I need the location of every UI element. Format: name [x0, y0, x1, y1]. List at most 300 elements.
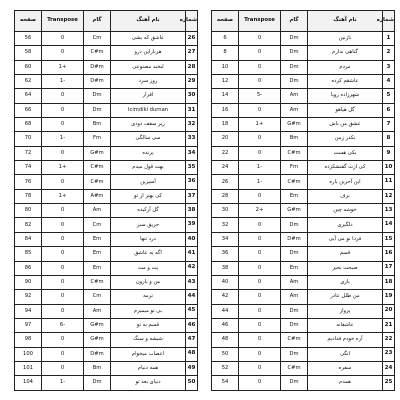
- song-transpose: 0: [239, 32, 281, 46]
- song-key: C#m: [84, 275, 111, 289]
- song-transpose: 0: [42, 290, 84, 304]
- song-name: پرواز: [308, 304, 383, 318]
- song-index: 19: [383, 290, 395, 304]
- song-page: 104: [15, 376, 42, 390]
- song-name: درد تنها: [111, 232, 186, 246]
- table-row: [15, 60, 198, 74]
- song-name: روز سرد: [111, 75, 186, 89]
- song-transpose: 0: [42, 304, 84, 318]
- song-name: گل آرکیده: [111, 204, 186, 218]
- table-row: [212, 32, 395, 46]
- song-index: 43: [186, 275, 198, 289]
- song-name: اگه یه عاشق: [111, 247, 186, 261]
- header-key: گام: [281, 11, 308, 32]
- song-name: عاشقم کرده: [308, 75, 383, 89]
- song-transpose: 0: [42, 361, 84, 375]
- table-row: [212, 204, 395, 218]
- song-name: قسم به تو: [111, 318, 186, 332]
- header-key: گام: [84, 11, 111, 32]
- song-name: انگی: [308, 347, 383, 361]
- song-key: Dm: [281, 218, 308, 232]
- song-page: 24: [212, 161, 239, 175]
- song-key: Dm: [84, 103, 111, 117]
- song-index: 38: [186, 204, 198, 218]
- table-row: [15, 361, 198, 375]
- song-page: 38: [212, 261, 239, 275]
- song-index: 25: [383, 376, 395, 390]
- song-name: پرنده: [111, 146, 186, 160]
- table-row: [212, 232, 395, 246]
- song-key: Am: [281, 275, 308, 289]
- song-key: D#m: [84, 60, 111, 74]
- song-page: 28: [212, 189, 239, 203]
- song-transpose: 0: [42, 103, 84, 117]
- song-page: 20: [212, 132, 239, 146]
- table-row: [15, 232, 198, 246]
- song-index: 1: [383, 32, 395, 46]
- song-key: Fm: [84, 132, 111, 146]
- song-key: Bm: [281, 132, 308, 146]
- song-index: 45: [186, 304, 198, 318]
- song-index: 28: [186, 60, 198, 74]
- table-row: [15, 347, 198, 361]
- song-key: Am: [281, 89, 308, 103]
- song-key: Dm: [281, 60, 308, 74]
- song-transpose: -1: [42, 75, 84, 89]
- song-page: 90: [15, 275, 42, 289]
- song-transpose: 0: [239, 275, 281, 289]
- song-index: 13: [383, 204, 395, 218]
- song-key: C#m: [84, 175, 111, 189]
- song-page: 70: [15, 132, 42, 146]
- song-index: 4: [383, 75, 395, 89]
- song-name: اعصاب میخوام: [111, 347, 186, 361]
- table-row: [15, 204, 198, 218]
- song-name: زیر سقف دودی: [111, 118, 186, 132]
- song-key: D#m: [281, 232, 308, 246]
- song-page: 26: [212, 175, 239, 189]
- song-index: 29: [186, 75, 198, 89]
- song-key: Dm: [281, 32, 308, 46]
- song-index: 11: [383, 175, 395, 189]
- song-key: G#m: [281, 204, 308, 218]
- song-transpose: 0: [42, 218, 84, 232]
- table-row: [212, 361, 395, 375]
- song-transpose: +1: [42, 60, 84, 74]
- table-row: [15, 247, 198, 261]
- song-index: 44: [186, 290, 198, 304]
- song-index: 26: [186, 32, 198, 46]
- song-index: 35: [186, 161, 198, 175]
- song-page: 46: [212, 318, 239, 332]
- song-name: من طلل عادر: [308, 290, 383, 304]
- song-page: 12: [212, 75, 239, 89]
- header-page: صفحه: [15, 11, 42, 32]
- song-transpose: 0: [42, 175, 84, 189]
- song-name: کی بهتر از تو: [111, 189, 186, 203]
- song-key: Em: [84, 261, 111, 275]
- song-key: C#m: [281, 333, 308, 347]
- song-key: Fm: [281, 161, 308, 175]
- song-transpose: -1: [239, 175, 281, 189]
- song-index: 15: [383, 232, 395, 246]
- song-name: صبحت بخیر: [308, 261, 383, 275]
- song-transpose: +1: [42, 161, 84, 175]
- song-name: سفره: [308, 361, 383, 375]
- song-name: لبخند مصنوعی: [111, 60, 186, 74]
- song-transpose: 0: [42, 347, 84, 361]
- song-key: Cm: [84, 32, 111, 46]
- song-page: 100: [15, 347, 42, 361]
- table-row: [15, 118, 198, 132]
- song-index-table-left: [14, 10, 198, 391]
- table-row: [15, 290, 198, 304]
- song-key: Em: [281, 261, 308, 275]
- song-index: 34: [186, 146, 198, 160]
- song-page: 94: [15, 304, 42, 318]
- table-row: [15, 89, 198, 103]
- song-index-table-right: [211, 10, 395, 391]
- song-key: G#m: [281, 118, 308, 132]
- table-row: [212, 304, 395, 318]
- song-index: 33: [186, 132, 198, 146]
- header-transpose: Transpose: [239, 11, 281, 32]
- table-row: [212, 75, 395, 89]
- header-song-name: نام آهنگ: [308, 11, 383, 32]
- song-transpose: +1: [239, 118, 281, 132]
- song-transpose: -1: [239, 161, 281, 175]
- song-transpose: 0: [239, 146, 281, 160]
- song-transpose: 0: [239, 290, 281, 304]
- song-name: دلگیری: [308, 218, 383, 232]
- table-row: [15, 304, 198, 318]
- table-row: [15, 161, 198, 175]
- song-transpose: 0: [239, 261, 281, 275]
- song-index: 40: [186, 232, 198, 246]
- table-row: [212, 290, 395, 304]
- song-page: 16: [212, 103, 239, 117]
- song-key: D#m: [84, 347, 111, 361]
- song-name: حریق سبز: [111, 218, 186, 232]
- song-key: G#m: [84, 146, 111, 160]
- song-key: Cm: [84, 290, 111, 304]
- song-page: 62: [15, 75, 42, 89]
- song-page: 36: [212, 247, 239, 261]
- song-page: 48: [212, 333, 239, 347]
- song-index: 39: [186, 218, 198, 232]
- song-transpose: 0: [42, 204, 84, 218]
- table-body-right: [212, 32, 395, 391]
- song-page: 30: [212, 204, 239, 218]
- song-name: شهرزاده رویا: [308, 89, 383, 103]
- song-name: کی ازت گفتشکرده: [308, 161, 383, 175]
- song-name: Icimdiki durnan: [111, 103, 186, 117]
- song-index: 5: [383, 89, 395, 103]
- song-index: 36: [186, 175, 198, 189]
- song-index: 2: [383, 46, 395, 60]
- header-index: شماره: [383, 11, 395, 32]
- table-row: [212, 161, 395, 175]
- song-name: بازی: [308, 275, 383, 289]
- song-name: ترمه: [111, 290, 186, 304]
- song-key: G#m: [84, 318, 111, 332]
- song-transpose: 0: [239, 247, 281, 261]
- song-index: 10: [383, 161, 395, 175]
- song-index: 6: [383, 103, 395, 117]
- song-transpose: 0: [42, 46, 84, 60]
- song-name: عاشقانه: [308, 318, 383, 332]
- table-row: [212, 146, 395, 160]
- song-page: 8: [212, 46, 239, 60]
- song-page: 34: [212, 232, 239, 246]
- header-index: شماره: [186, 11, 198, 32]
- song-transpose: 0: [42, 275, 84, 289]
- song-index: 30: [186, 89, 198, 103]
- song-page: 101: [15, 361, 42, 375]
- song-name: عشق من باش: [308, 118, 383, 132]
- table-row: [212, 132, 395, 146]
- table-row: [212, 89, 395, 103]
- song-index: 27: [186, 46, 198, 60]
- song-key: Dm: [281, 304, 308, 318]
- song-key: C#m: [84, 161, 111, 175]
- song-key: Em: [84, 232, 111, 246]
- song-name: هرباراین درو: [111, 46, 186, 60]
- song-page: 68: [15, 118, 42, 132]
- song-name: گناهی ندارم: [308, 46, 383, 60]
- song-transpose: 0: [239, 333, 281, 347]
- song-transpose: 0: [239, 376, 281, 390]
- song-index: 50: [186, 376, 198, 390]
- song-index: 37: [186, 189, 198, 203]
- song-transpose: 0: [42, 118, 84, 132]
- song-transpose: 0: [239, 132, 281, 146]
- song-index: 23: [383, 347, 395, 361]
- table-header-row: [212, 11, 395, 32]
- song-key: G#m: [84, 333, 111, 347]
- song-page: 14: [212, 89, 239, 103]
- song-page: 60: [15, 60, 42, 74]
- header-song-name: نام آهنگ: [111, 11, 186, 32]
- song-page: 66: [15, 103, 42, 117]
- song-key: Dm: [281, 46, 308, 60]
- song-page: 92: [15, 290, 42, 304]
- song-page: 86: [15, 261, 42, 275]
- song-key: Am: [84, 304, 111, 318]
- song-name: بی تو میمیرم: [111, 304, 186, 318]
- table-row: [212, 347, 395, 361]
- song-transpose: -6: [42, 318, 84, 332]
- table-row: [15, 175, 198, 189]
- song-page: 80: [15, 204, 42, 218]
- song-transpose: 0: [239, 103, 281, 117]
- song-index: 18: [383, 275, 395, 289]
- song-key: Am: [84, 204, 111, 218]
- song-index: 16: [383, 247, 395, 261]
- song-transpose: 0: [239, 232, 281, 246]
- song-page: 64: [15, 89, 42, 103]
- song-transpose: 0: [42, 146, 84, 160]
- table-row: [15, 318, 198, 332]
- song-name: اقرار: [111, 89, 186, 103]
- song-transpose: -5: [239, 89, 281, 103]
- table-row: [212, 318, 395, 332]
- song-transpose: 0: [42, 247, 84, 261]
- song-key: Cm: [84, 218, 111, 232]
- song-transpose: 0: [42, 89, 84, 103]
- song-index: 22: [383, 333, 395, 347]
- song-transpose: 0: [239, 60, 281, 74]
- header-page: صفحه: [212, 11, 239, 32]
- table-row: [15, 46, 198, 60]
- song-key: Dm: [84, 89, 111, 103]
- song-key: Dm: [84, 376, 111, 390]
- song-key: Dm: [281, 75, 308, 89]
- song-transpose: +1: [42, 189, 84, 203]
- song-key: Em: [84, 247, 111, 261]
- song-transpose: -1: [42, 132, 84, 146]
- song-name: همه دنیام: [111, 361, 186, 375]
- song-page: 22: [212, 146, 239, 160]
- table-row: [15, 146, 198, 160]
- song-name: نازنین: [308, 32, 383, 46]
- table-row: [15, 218, 198, 232]
- song-name: دنیای بعد تو: [111, 376, 186, 390]
- song-index: 46: [186, 318, 198, 332]
- table-row: [212, 46, 395, 60]
- song-index: 47: [186, 333, 198, 347]
- song-key: Bm: [84, 361, 111, 375]
- table-row: [212, 376, 395, 390]
- song-index: 41: [186, 247, 198, 261]
- table-row: [212, 175, 395, 189]
- table-row: [15, 189, 198, 203]
- song-name: پت و مت: [111, 261, 186, 275]
- song-page: 44: [212, 304, 239, 318]
- song-name: سی سالگی: [111, 132, 186, 146]
- song-name: من و بارون: [111, 275, 186, 289]
- song-transpose: +2: [239, 204, 281, 218]
- song-page: 18: [212, 118, 239, 132]
- song-key: A#m: [84, 189, 111, 203]
- table-row: [212, 261, 395, 275]
- table-row: [212, 60, 395, 74]
- song-page: 56: [15, 32, 42, 46]
- song-transpose: 0: [239, 75, 281, 89]
- song-transpose: 0: [239, 304, 281, 318]
- song-transpose: 0: [42, 261, 84, 275]
- song-name: فردا تو می آیی: [308, 232, 383, 246]
- song-transpose: 0: [42, 32, 84, 46]
- song-key: Am: [281, 290, 308, 304]
- song-index: 48: [186, 347, 198, 361]
- header-transpose: Transpose: [42, 11, 84, 32]
- song-index: 9: [383, 146, 395, 160]
- song-index: 17: [383, 261, 395, 275]
- song-transpose: 0: [239, 189, 281, 203]
- song-index: 24: [383, 361, 395, 375]
- table-body-left: [15, 32, 198, 391]
- song-name: مردم: [308, 60, 383, 74]
- song-name: گل هیاهو: [308, 103, 383, 117]
- song-key: Dm: [281, 247, 308, 261]
- table-row: [15, 376, 198, 390]
- table-row: [212, 275, 395, 289]
- song-transpose: -1: [42, 376, 84, 390]
- song-key: Dm: [281, 376, 308, 390]
- song-page: 42: [212, 290, 239, 304]
- song-transpose: 0: [239, 218, 281, 232]
- song-page: 52: [212, 361, 239, 375]
- song-page: 58: [15, 46, 42, 60]
- song-index: 20: [383, 304, 395, 318]
- song-name: یکی هست: [308, 146, 383, 160]
- song-page: 40: [212, 275, 239, 289]
- song-transpose: 0: [42, 232, 84, 246]
- song-index: 8: [383, 132, 395, 146]
- table-row: [15, 103, 198, 117]
- song-page: 98: [15, 333, 42, 347]
- table-row: [15, 32, 198, 46]
- song-key: Em: [281, 189, 308, 203]
- table-row: [212, 247, 395, 261]
- song-key: Am: [281, 103, 308, 117]
- song-index: 31: [186, 103, 198, 117]
- song-page: 82: [15, 218, 42, 232]
- song-key: C#m: [281, 175, 308, 189]
- song-key: Dm: [281, 318, 308, 332]
- song-index: 3: [383, 60, 395, 74]
- song-key: C#m: [281, 146, 308, 160]
- song-page: 97: [15, 318, 42, 332]
- song-page: 32: [212, 218, 239, 232]
- song-transpose: 0: [239, 361, 281, 375]
- table-row: [212, 333, 395, 347]
- song-name: برف: [308, 189, 383, 203]
- song-name: خوشه چین: [308, 204, 383, 218]
- song-name: آره خودم فدادیم: [308, 333, 383, 347]
- song-page: 76: [15, 175, 42, 189]
- song-index: 7: [383, 118, 395, 132]
- table-row: [15, 261, 198, 275]
- table-row: [212, 103, 395, 117]
- song-name: آسپرین: [111, 175, 186, 189]
- song-name: بهت قول میدم: [111, 161, 186, 175]
- song-index: 12: [383, 189, 395, 203]
- song-name: این آخرین باره: [308, 175, 383, 189]
- table-row: [15, 275, 198, 289]
- table-row: [212, 218, 395, 232]
- song-page: 6: [212, 32, 239, 46]
- song-name: شیشه و سنگ: [111, 333, 186, 347]
- song-name: عاشق که بشی: [111, 32, 186, 46]
- table-header-row: [15, 11, 198, 32]
- song-page: 85: [15, 247, 42, 261]
- song-page: 54: [212, 376, 239, 390]
- table-row: [15, 75, 198, 89]
- table-row: [212, 118, 395, 132]
- song-key: Dm: [281, 347, 308, 361]
- song-transpose: 0: [239, 347, 281, 361]
- song-page: 50: [212, 347, 239, 361]
- song-page: 78: [15, 189, 42, 203]
- table-row: [15, 132, 198, 146]
- song-index: 42: [186, 261, 198, 275]
- song-transpose: 0: [42, 333, 84, 347]
- song-transpose: 0: [239, 318, 281, 332]
- song-key: D#m: [84, 75, 111, 89]
- song-key: C#m: [281, 361, 308, 375]
